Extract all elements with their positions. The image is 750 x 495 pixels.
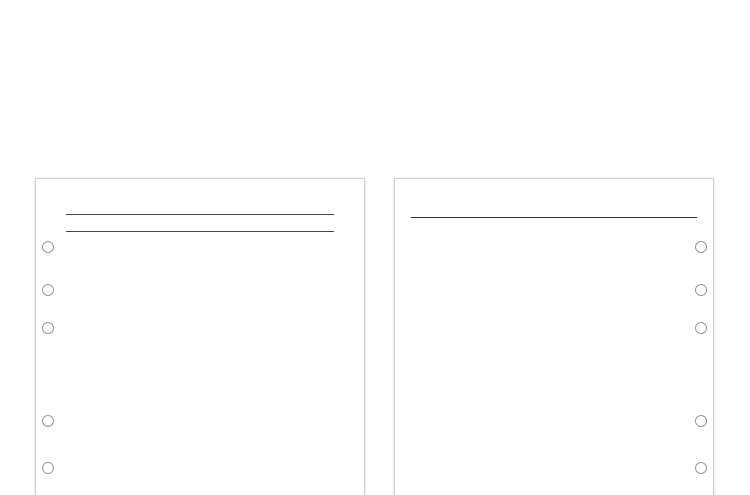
divider bbox=[66, 231, 334, 232]
binder-hole-icon bbox=[42, 462, 54, 474]
divider bbox=[411, 217, 697, 218]
binder-hole-icon bbox=[695, 322, 707, 334]
binder-hole-icon bbox=[42, 322, 54, 334]
binder-hole-icon bbox=[695, 462, 707, 474]
metric-conversion-page bbox=[35, 178, 365, 495]
holiday-table-page bbox=[394, 178, 714, 495]
binder-hole-icon bbox=[695, 241, 707, 253]
binder-hole-icon bbox=[42, 284, 54, 296]
binder-hole-icon bbox=[42, 241, 54, 253]
binder-hole-icon bbox=[695, 284, 707, 296]
divider bbox=[66, 214, 334, 215]
binder-hole-icon bbox=[42, 415, 54, 427]
binder-hole-icon bbox=[695, 415, 707, 427]
